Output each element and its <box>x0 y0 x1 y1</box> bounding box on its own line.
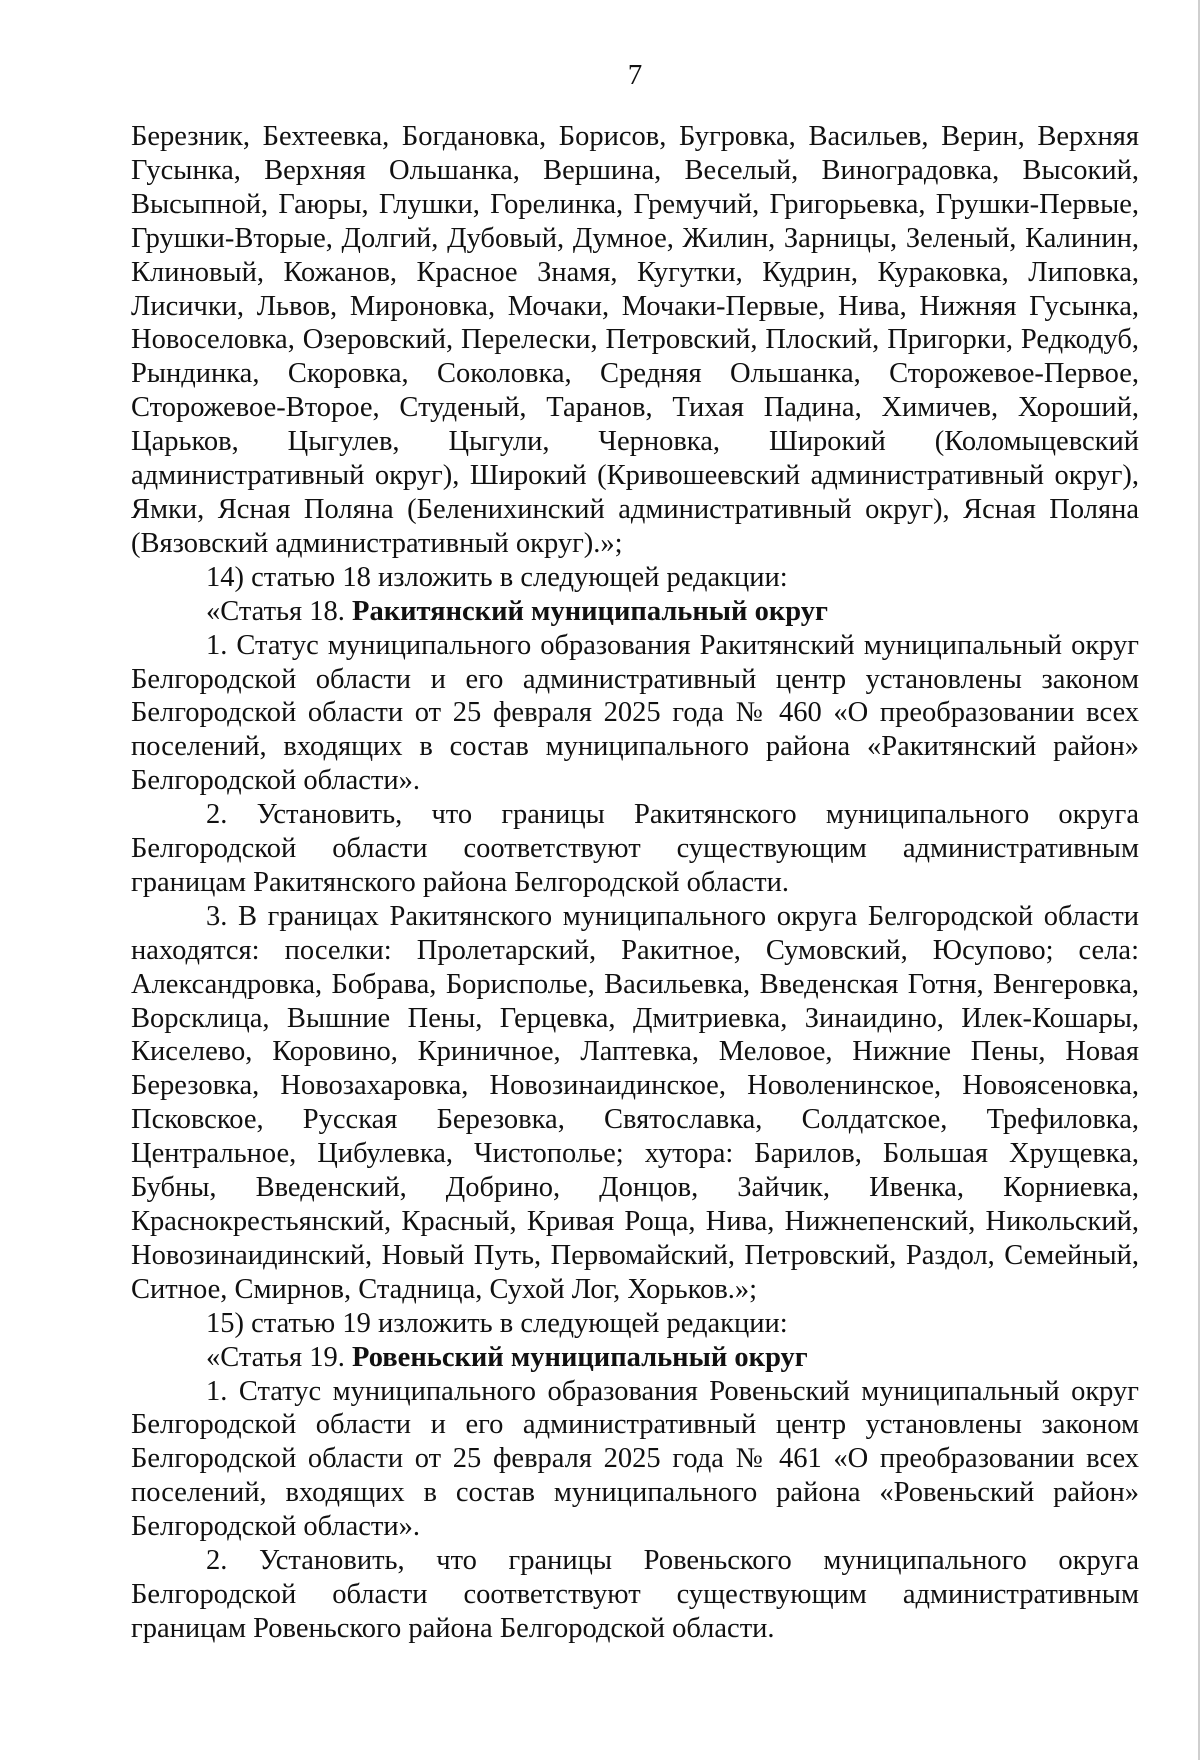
article-19-title: Ровеньский муниципальный округ <box>352 1341 808 1373</box>
article-19-clause-1: 1. Статус муниципального образования Ровеньский муниципальный округ Белгородской области и его административный центр установлены законом Белгородской области от 25 февраля 2025 года № 461 «О преобразовании всех поселений, входящих в состав муниципального района «Ровеньский район» Белгородской области». <box>131 1375 1139 1543</box>
article-18-prefix: «Статья 18. <box>206 595 353 627</box>
article-19-clause-2: 2. Установить, что границы Ровеньского муниципального округа Белгородской области соответствуют существующим административным границам Ровеньского района Белгородской области. <box>131 1545 1139 1644</box>
paragraph-settlement-list-end: Березник, Бехтеевка, Богдановка, Борисов, Бугровка, Васильев, Верин, Верхняя Гусынка, Верхняя Ольшанка, Вершина, Веселый, Виноградовка, Высокий, Высыпной, Гаюры, Глушки, Горелинка, Гремучий, Григорьевка, Грушки-Первые, Грушки-Вторые, Долгий, Дубовый, Думное, Жилин, Зарницы, Зеленый, Калинин, Клиновый, Кожанов, Красное Знамя, Кугутки, Кудрин, Кураковка, Липовка, Лисички, Львов, Мироновка, Мочаки, Мочаки-Первые, Нива, Нижняя Гусынка, Новоселовка, Озеровский, Перелески, Петровский, Плоский, Пригорки, Редкодуб, Рындинка, Скоровка, Соколовка, Средняя Ольшанка, Сторожевое-Первое, Сторожевое-Второе, Студеный, Таранов, Тихая Падина, Химичев, Хороший, Царьков, Цыгулев, Цыгули, Черновка, Широкий (Коломыцевский административный округ), Широкий (Кривошеевский административный округ), Ямки, Ясная Поляна (Беленихинский административный округ), Ясная Поляна (Вязовский административный округ).»; <box>131 121 1139 559</box>
article-18-clause-2: 2. Установить, что границы Ракитянского муниципального округа Белгородской области соответствуют существующим административным границам Ракитянского района Белгородской области. <box>131 799 1139 898</box>
article-18-title: Ракитянский муниципальный округ <box>352 595 828 627</box>
article-19-prefix: «Статья 19. <box>206 1341 353 1373</box>
document-body <box>131 120 1139 1646</box>
article-18-clause-1: 1. Статус муниципального образования Ракитянский муниципальный округ Белгородской области и его административный центр установлены законом Белгородской области от 25 февраля 2025 года № 460 «О преобразовании всех поселений, входящих в состав муниципального района «Ракитянский район» Белгородской области». <box>131 629 1139 797</box>
article-19-heading <box>131 1341 1139 1375</box>
article-18-clause-3: 3. В границах Ракитянского муниципального округа Белгородской области находятся: поселки: Пролетарский, Ракитное, Сумовский, Юсупово; села: Александровка, Бобрава, Борисполье, Васильевка, Введенская Готня, Венгеровка, Ворсклица, Вышние Пены, Герцевка, Дмитриевка, Зинаидино, Илек-Кошары, Киселево, Коровино, Криничное, Лаптевка, Меловое, Нижние Пены, Новая Березовка, Новозахаровка, Новозинаидинское, Новоленинское, Новоясеновка, Псковское, Русская Березовка, Святославка, Солдатское, Трефиловка, Центральное, Цибулевка, Чистополье; хутора: Барилов, Большая Хрущевка, Бубны, Введенский, Добрино, Донцов, Зайчик, Ивенка, Корниевка, Краснокрестьянский, Красный, Кривая Роща, Нива, Нижнепенский, Никольский, Новозинаидинский, Новый Путь, Первомайский, Петровский, Раздол, Семейный, Ситное, Смирнов, Стадница, Сухой Лог, Хорьков.»; <box>131 900 1139 1305</box>
paragraph-item-15: 15) статью 19 изложить в следующей редакции: <box>206 1307 788 1339</box>
page-number: 7 <box>627 59 643 91</box>
paragraph-item-14: 14) статью 18 изложить в следующей редакции: <box>206 561 788 593</box>
article-18-heading <box>131 595 1139 629</box>
